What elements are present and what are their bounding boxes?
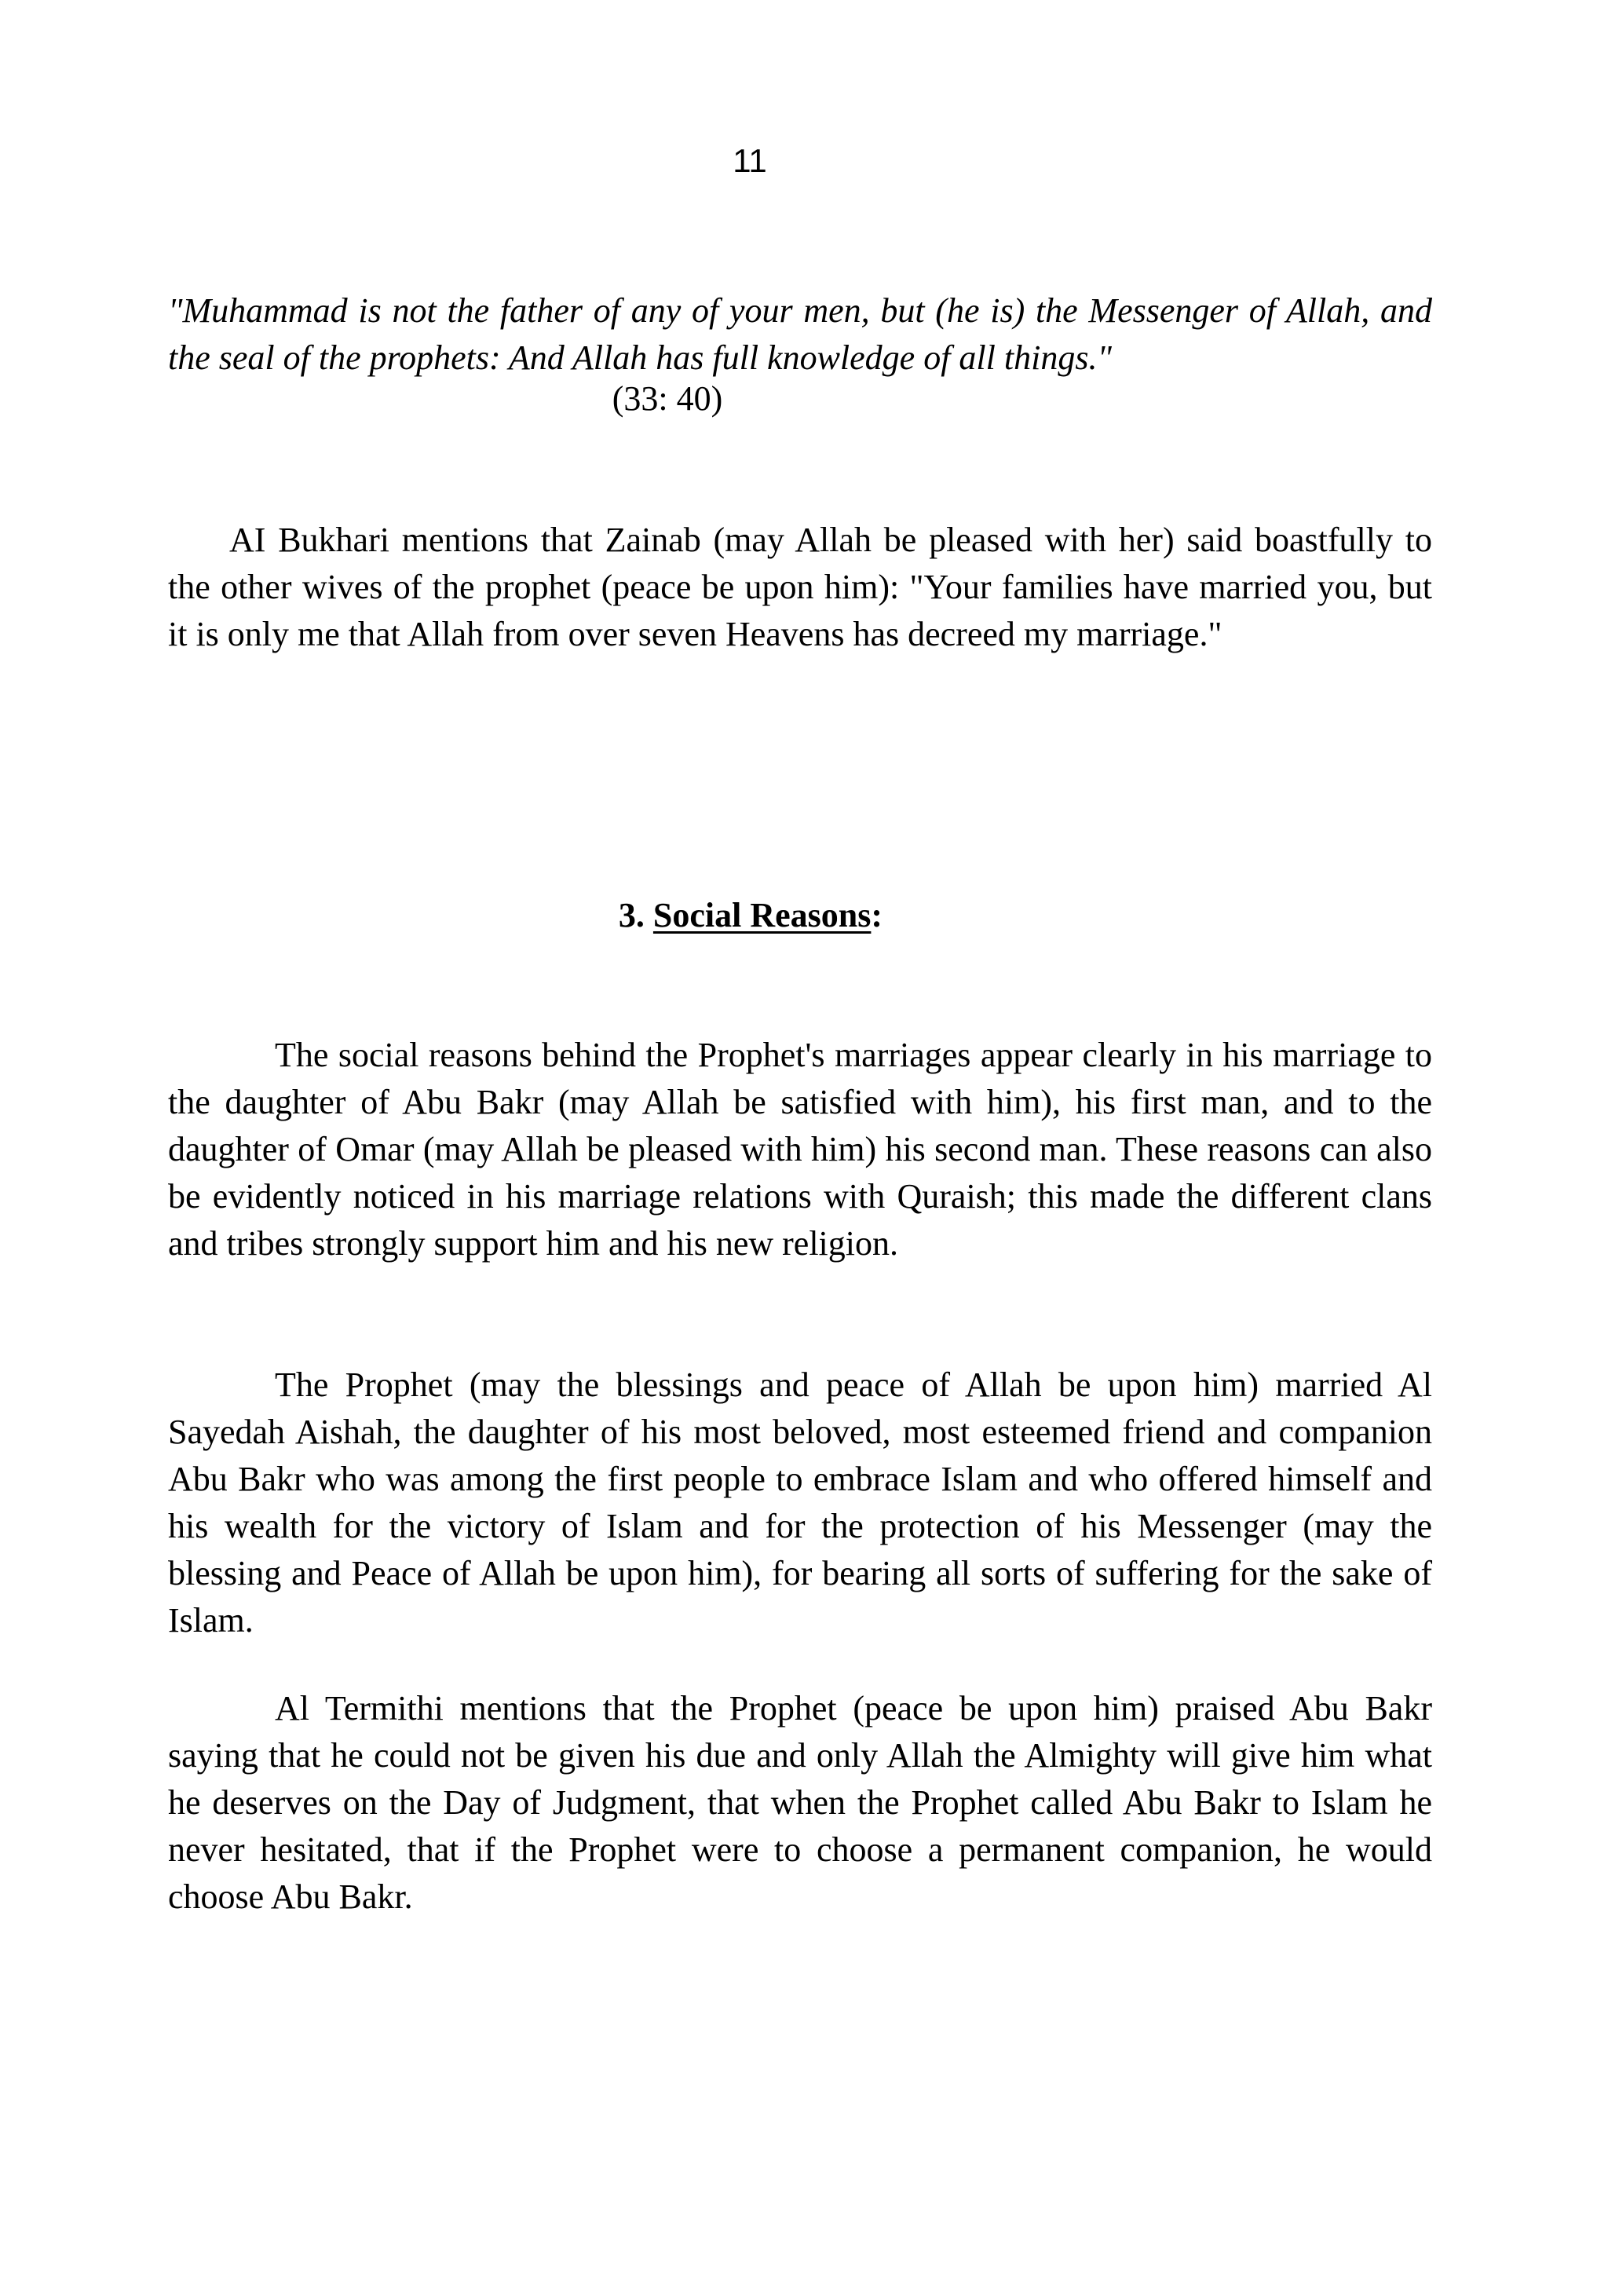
quote-reference: (33: 40) [612,379,723,418]
section-number: 3. [618,896,645,934]
page-number: 11 [733,142,767,179]
paragraph-social-reasons: The social reasons behind the Prophet's marriages appear clearly in his marriage to the daughter of Abu Bakr (may Allah be satisfied with him), his first man, and to the daughter of Omar (may Allah be pleased with him) his second man. These reasons can also be evidently noticed in his marriage relations with Quraish; this made the different clans and tribes strongly support him and his new religion. [168,1036,1432,1263]
paragraph-aishah: The Prophet (may the blessings and peace of Allah be upon him) married Al Sayedah Aishah, the daughter of his most beloved, most esteemed friend and companion Abu Bakr who was among the first people to embrace Islam and who offered himself and his wealth for the victory of Islam and for the protection of his Messenger (may the blessing and Peace of Allah be upon him), for bearing all sorts of suffering for the sake of Islam. [168,1366,1432,1640]
paragraph-termithi: Al Termithi mentions that the Prophet (peace be upon him) praised Abu Bakr saying that he could not be given his due and only Allah the Almighty will give him what he deserves on the Day of Judgment, that when the Prophet called Abu Bakr to Islam he never hesitated, that if the Prophet were to choose a permanent companion, he would choose Abu Bakr. [168,1689,1432,1916]
section-heading [0,892,1501,939]
quran-quote: "Muhammad is not the father of any of your men, but (he is) the Messenger of Allah, and the seal of the prophets: And Allah has full knowledge of all things." [168,291,1432,377]
section-colon: : [871,896,883,934]
section-title: Social Reasons [652,896,872,934]
paragraph-bukhari: AI Bukhari mentions that Zainab (may Allah be pleased with her) said boastfully to the other wives of the prophet (peace be upon him): "Your families have married you, but it is only me that Allah from over seven Heavens has decreed my marriage." [168,521,1432,653]
